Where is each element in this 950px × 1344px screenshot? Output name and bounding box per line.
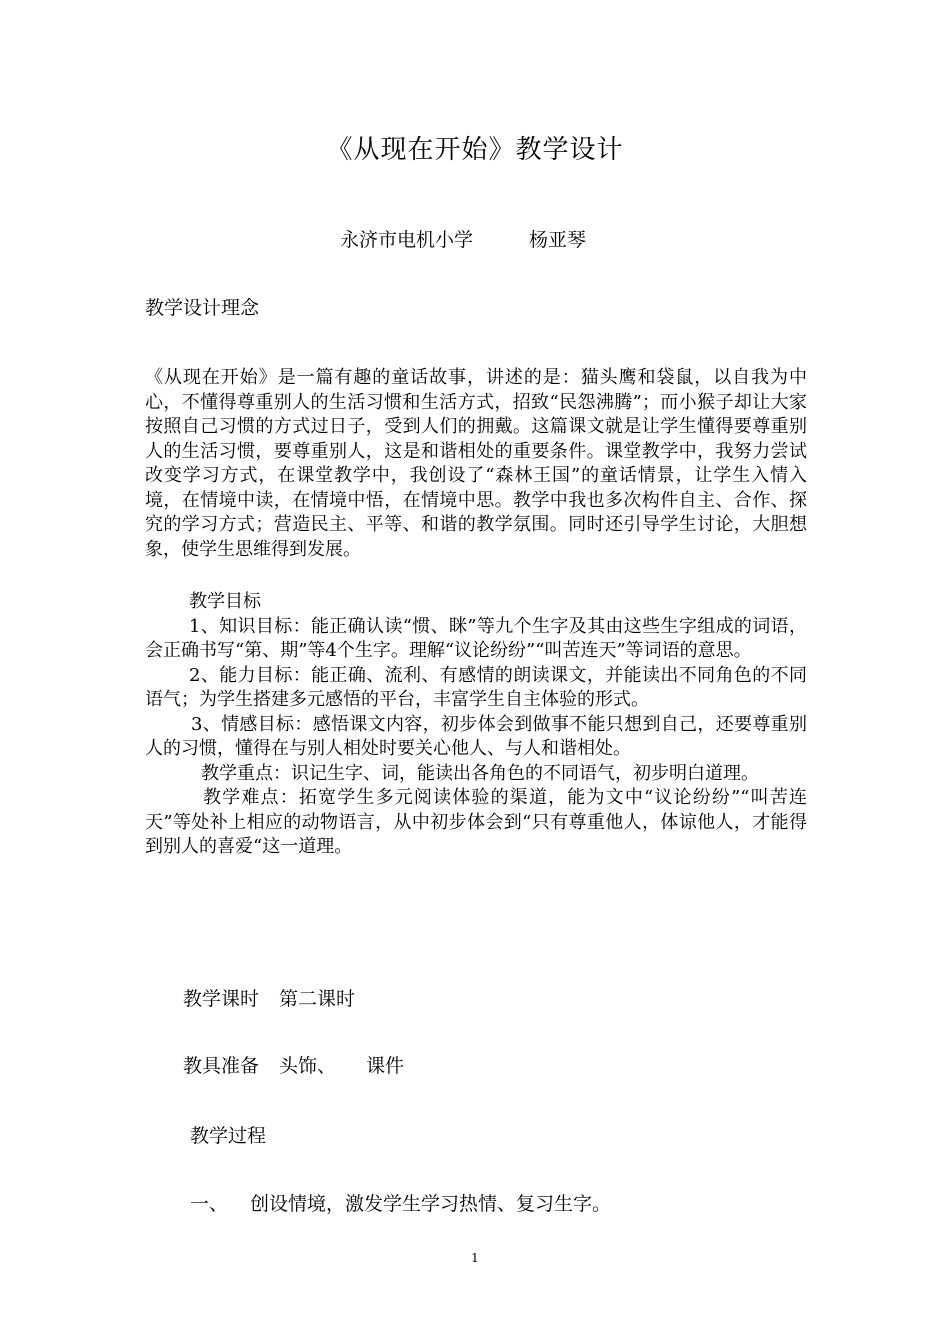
document-title: 《从现在开始》教学设计 <box>326 135 624 165</box>
concept-paragraph: 《从现在开始》是一篇有趣的童话故事，讲述的是：猫头鹰和袋鼠，以自我为中心，不懂得尊重别人的生活习惯和生活方式，招致“民怨沸腾”；而小猴子却让大家按照自己习惯的方式过日子，受到人们的拥戴。这篇课文就是让学生懂得要尊重别人的生活习惯，要尊重别人，这是和谐相处的重要条件。课堂教学中，我努力尝试改变学习方式，在课堂教学中，我创设了“森林王国”的童话情景，让学生入情入境，在情境中读，在情境中悟，在情境中思。教学中我也多次构件自主、合作、探究的学习方式；营造民主、平等、和谐的教学氛围。同时还引导学生讨论，大胆想象，使学生思维得到发展。 <box>145 367 807 560</box>
teaching-tools-item-2: 课件 <box>366 1055 405 1077</box>
goals-heading: 教学目标 <box>189 591 261 612</box>
process-step-1 <box>190 1191 611 1217</box>
goal-emotion: 3、情感目标：感悟课文内容，初步体会到做事不能只想到自己，还要尊重别人的习惯，懂得在与别人相处时要关心他人、与人和谐相处。 <box>145 713 807 759</box>
teaching-hours-label: 教学课时 <box>183 988 260 1010</box>
teaching-tools-line <box>183 1053 404 1079</box>
teaching-tools-label: 教具准备 <box>183 1055 260 1077</box>
process-heading: 教学过程 <box>190 1125 267 1147</box>
goal-knowledge: 1、知识目标：能正确认读“惯、眯”等九个生字及其由这些生字组成的词语，会正确书写“第、期”等4个生字。理解“议论纷纷”“叫苦连天”等词语的意思。 <box>145 615 807 661</box>
difficulty-point: 教学难点：拓宽学生多元阅读体验的渠道，能为文中“议论纷纷”“叫苦连天”等处补上相应的动物语言，从中初步体会到“只有尊重他人，体谅他人，才能得到别人的喜爱“这一道理。 <box>145 787 807 857</box>
author-line <box>340 227 586 253</box>
concept-heading: 教学设计理念 <box>145 297 260 319</box>
process-step-1-number: 一、 <box>190 1193 229 1215</box>
goal-ability: 2、能力目标：能正确、流利、有感情的朗读课文，并能读出不同角色的不同语气；为学生搭建多元感悟的平台，丰富学生自主体验的形式。 <box>145 664 807 710</box>
teaching-hours-value: 第二课时 <box>279 988 356 1010</box>
author-school: 永济市电机小学 <box>340 229 474 251</box>
goals-section <box>145 590 807 860</box>
page-number: 1 <box>471 1251 479 1265</box>
process-step-1-text: 创设情境，激发学生学习热情、复习生字。 <box>250 1193 612 1215</box>
concept-section <box>145 366 807 562</box>
key-point: 教学重点：识记生字、词，能读出各角色的不同语气，初步明白道理。 <box>201 762 759 784</box>
author-name: 杨亚琴 <box>529 229 587 251</box>
teaching-hours-line <box>183 986 355 1012</box>
teaching-tools-item-1: 头饰、 <box>279 1055 337 1077</box>
